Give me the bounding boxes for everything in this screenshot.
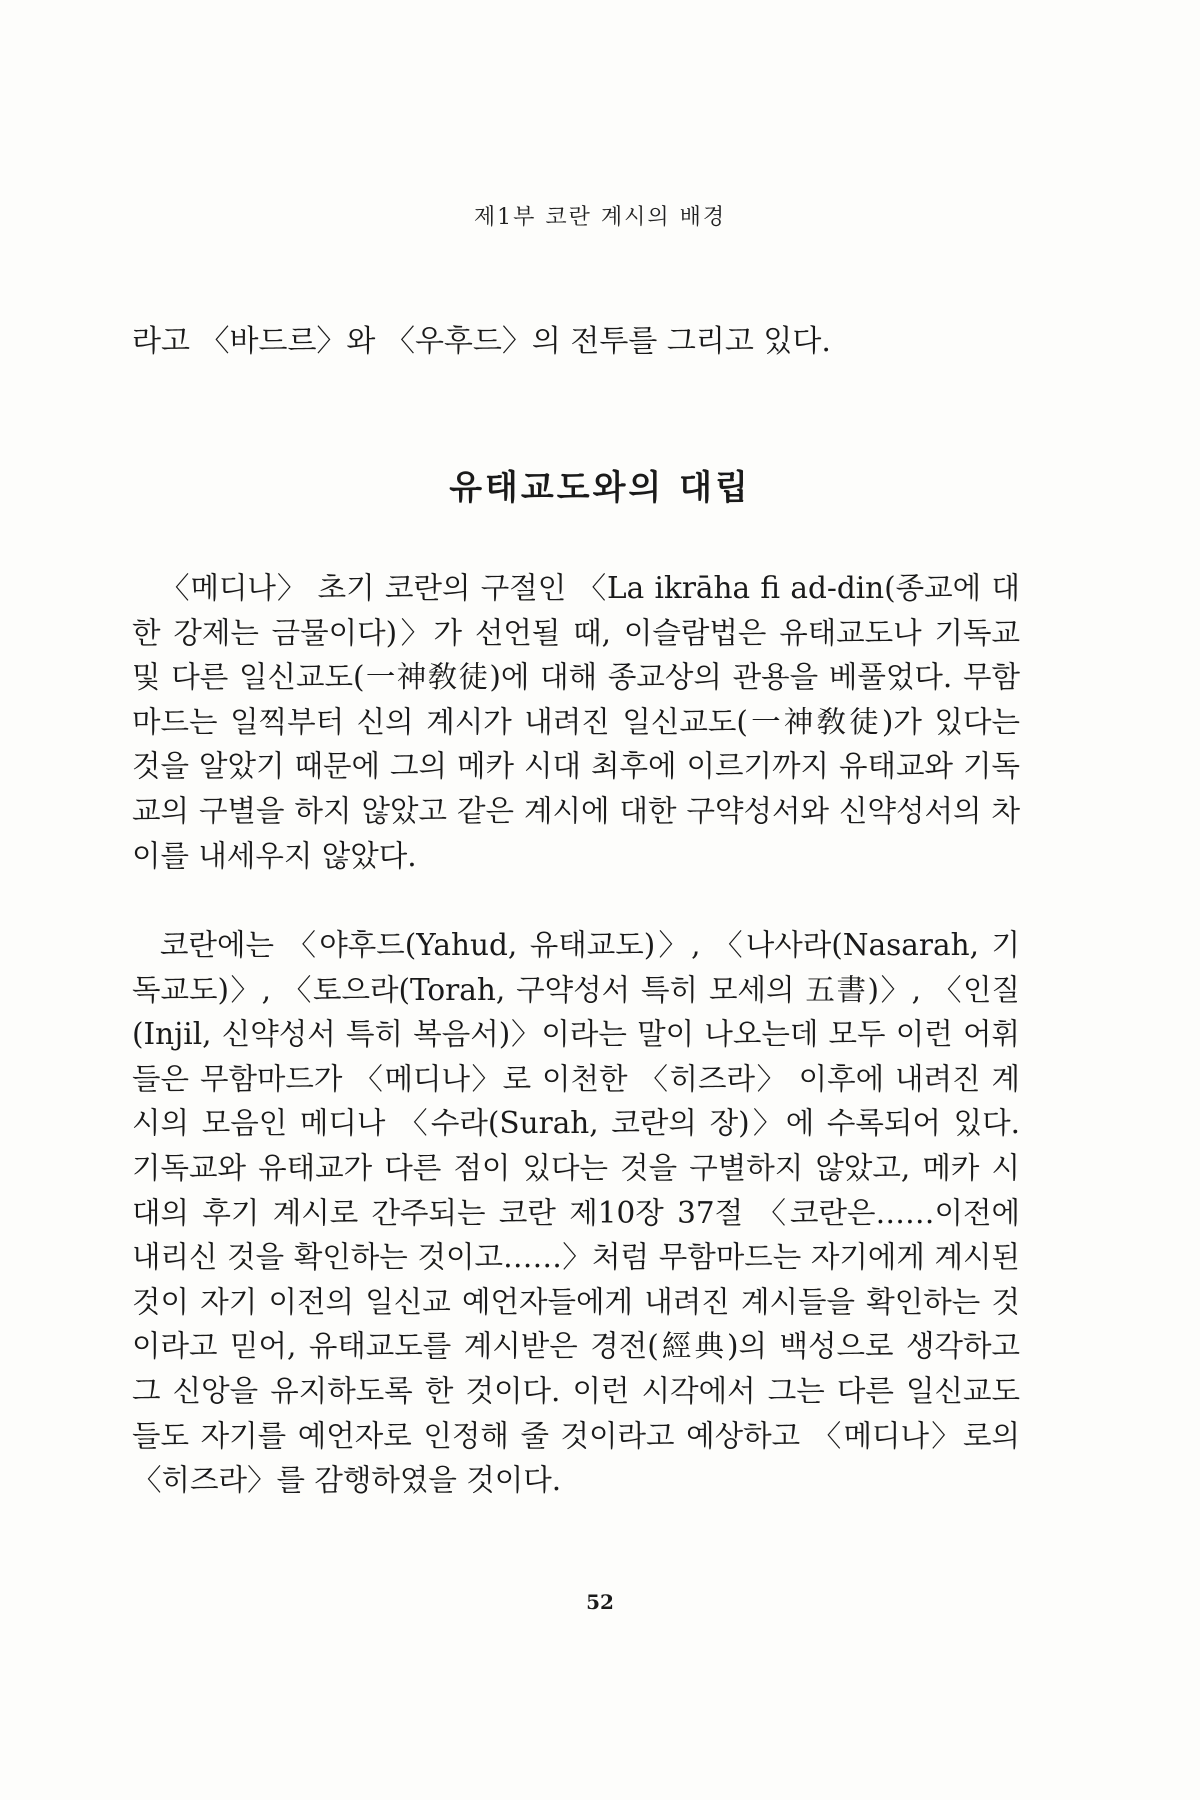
section-title: 유태교도와의 대립 — [449, 468, 751, 508]
body-paragraph-1: 〈메디나〉 초기 코란의 구절인 〈La ikrāha fi ad-din(종교에 대한 강제는 금물이다)〉가 선언될 때, 이슬람법은 유태교도나 기독교 및 다른 일신교도(一神敎徒)에 대해 종교상의 관용을 베풀었다. 무함마드는 일찍부터 신의 계시가 내려진 일신교도(一神敎徒)가 있다는 것을 알았기 때문에 그의 메카 시대 최후에 이르기까지 유태교와 기독교의 구별을 하지 않았고 같은 계시에 대한 구약성서와 신약성서의 차이를 내세우지 않았다. — [132, 571, 1020, 873]
carry-over-text: 라고 〈바드르〉와 〈우후드〉의 전투를 그리고 있다. — [132, 324, 831, 359]
page-number: 52 — [586, 1590, 614, 1614]
running-header: 제1부 코란 계시의 배경 — [473, 205, 727, 230]
body-paragraph-2: 코란에는 〈야후드(Yahud, 유태교도)〉, 〈나사라(Nasarah, 기독교도)〉, 〈토으라(Torah, 구약성서 특히 모세의 五書)〉, 〈인질(Injil, 신약성서 특히 복음서)〉이라는 말이 나오는데 모두 이런 어휘들은 무함마드가 〈메디나〉로 이천한 〈히즈라〉 이후에 내려진 계시의 모음인 메디나 〈수라(Surah, 코란의 장)〉에 수록되어 있다. 기독교와 유태교가 다른 점이 있다는 것을 구별하지 않았고, 메카 시대의 후기 계시로 간주되는 코란 제10장 37절 〈코란은……이전에 내리신 것을 확인하는 것이고……〉처럼 무함마드는 자기에게 계시된 것이 자기 이전의 일신교 예언자들에게 내려진 계시들을 확인하는 것이라고 믿어, 유태교도를 계시받은 경전(經典)의 백성으로 생각하고 그 신앙을 유지하도록 한 것이다. 이런 시각에서 그는 다른 일신교도들도 자기를 예언자로 인정해 줄 것이라고 예상하고 〈메디나〉로의 〈히즈라〉를 감행하였을 것이다. — [132, 928, 1020, 1498]
